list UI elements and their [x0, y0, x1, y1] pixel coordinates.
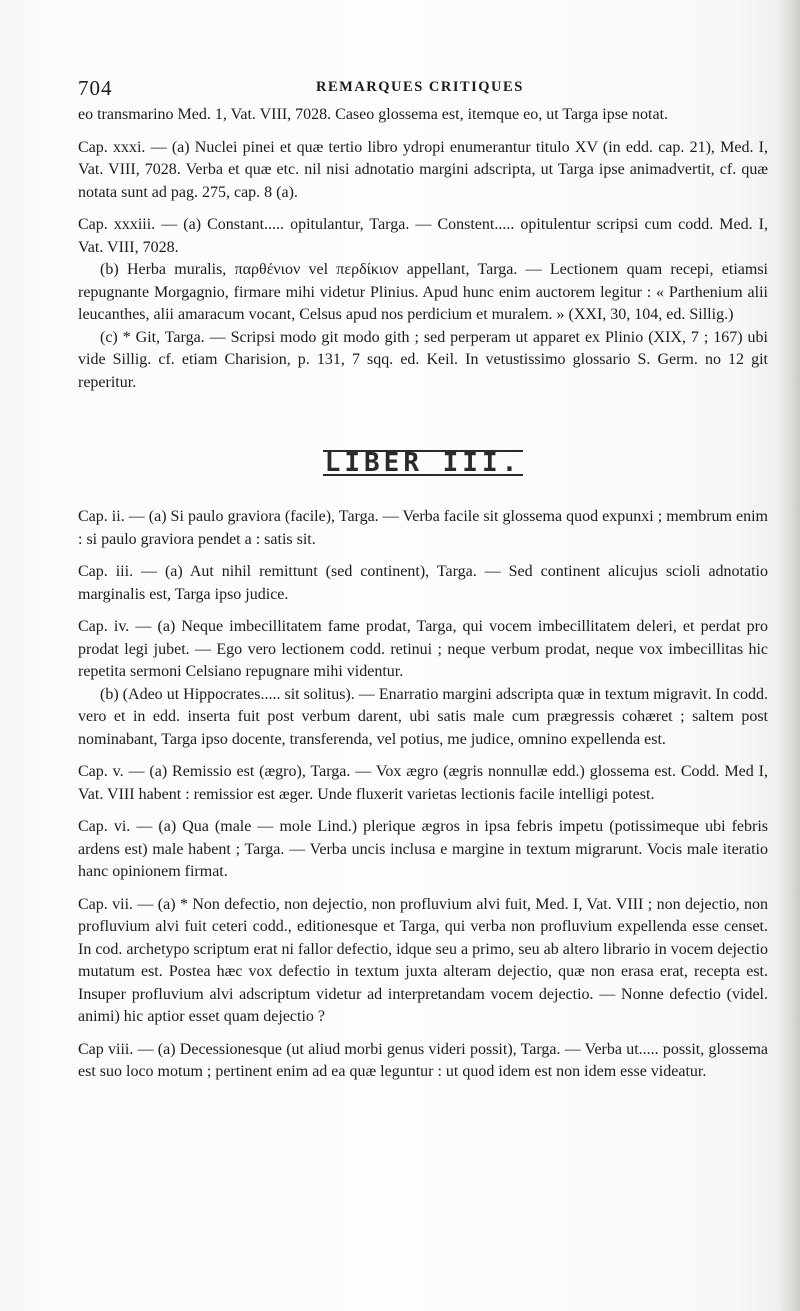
page-gutter-shadow [778, 0, 800, 1311]
note-cap-33-a: Cap. xxxiii. — (a) Constant..... opitulantur, Targa. — Constent..... opitulentur scripsi cum codd. Med. I, Vat. VIII, 7028. [78, 216, 768, 256]
note-cap-8-a: Cap viii. — (a) Decessionesque (ut aliud morbi genus videri possit), Targa. — Verba ut..... possit, glossema est suo loco motum ; pertinent enim ad ea quæ leguntur : ut quod idem est non idem esse videatur. [78, 1040, 768, 1080]
note-cap-5-a: Cap. v. — (a) Remissio est (ægro), Targa. — Vox ægro (ægris nonnullæ edd.) glossema est. Codd. Med I, Vat. VIII habent : remissior est æger. Unde fluxerit varietas lectionis facile intelligi potest. [78, 763, 768, 803]
note-cap-33-c: (c) * Git, Targa. — Scripsi modo git modo gith ; sed perperam ut apparet ex Plinio (XIX, 7 ; 167) ubi vide Sillig. cf. etiam Charision, p. 131, 7 sqq. ed. Keil. In vetustissimo glossario S. Germ. no 12 git reperitur. [78, 328, 768, 391]
note-cap-6-a: Cap. vi. — (a) Qua (male — mole Lind.) plerique ægros in ipsa febris impetu (potissimeque ubi febris ardens est) male habent ; Targa. — Verba uncis inclusa e margine in textum migrarunt. Vocis male iteratio hanc opinionem firmat. [78, 818, 768, 880]
note-cap-4-b: (b) (Adeo ut Hippocrates..... sit solitus). — Enarratio margini adscripta quæ in textum migravit. In codd. vero et in edd. inserta fuit post verbum darent, ubi satis male cum prægressis cohæret ; saltem post nominabant, Targa ipso docente, transferenda, vel potius, me judice, omnino expellenda est. [78, 685, 768, 748]
note-cap-7-a: Cap. vii. — (a) * Non defectio, non dejectio, non profluvium alvi fuit, Med. I, Vat. VIII ; non dejectio, non profluvium alvi fuit ceteri codd., editionesque et Targa, qui verba non profluvium expellenda esse censet. In cod. archetypo scriptum erat ni fallor defectio, idque seu a primo, seu ab altero librario in vocem dejectio mutatum est. Postea hæc vox defectio in textum juxta alteram dejectio, quæ non erasa erat, recepta est. Insuper profluvium alvi adscriptum videtur ad interpretandam vocem dejectio. — Nonne defectio (videl. animi) hic aptior esset quam dejectio ? [78, 895, 768, 1025]
page-header [78, 76, 768, 100]
note-cap-3-a: Cap. iii. — (a) Aut nihil remittunt (sed continent), Targa. — Sed continent alicujus scioli adnotatio marginalis est, Targa ipso judice. [78, 563, 768, 603]
note-cap-31-a: Cap. xxxi. — (a) Nuclei pinei et quæ tertio libro ydropi enumerantur titulo XV (in edd. cap. 21), Med. I, Vat. VIII, 7028. Verba et quæ etc. nil nisi adnotatio margini adscripta, ut Targa ipse animadvertit, cf. quæ notata sunt ad pag. 275, cap. 8 (a). [78, 138, 768, 201]
note-cap-4-a: Cap. iv. — (a) Neque imbecillitatem fame prodat, Targa, qui vocem imbecillitatem deleri, et perdat pro prodat legi jubet. — Ego vero lectionem codd. retinui ; neque verbum prodat, neque vox imbecillitas hic repetita sermoni Celsiano repugnare mihi videntur. [78, 618, 768, 680]
paragraph-continuation: eo transmarino Med. 1, Vat. VIII, 7028. Caseo glossema est, itemque eo, ut Targa ipse notat. [78, 106, 669, 123]
book-heading-text: LIBER III. [324, 448, 522, 478]
note-cap-33-b: (b) Herba muralis, παρθένιον vel περδίκιον appellant, Targa. — Lectionem quam recepi, etiamsi repugnante Morgagnio, firmare mihi videtur Plinius. Apud hunc enim auctorem legitur : « Parthenium alii leucanthes, alii amaracum vocant, Celsus apud nos perdicium et muralem. » (XXI, 30, 104, ed. Sillig.) [78, 261, 768, 323]
running-head: REMARQUES CRITIQUES [316, 79, 524, 95]
note-cap-2-a: Cap. ii. — (a) Si paulo graviora (facile), Targa. — Verba facile sit glossema quod expunxi ; membrum enim : si paulo graviora pendet a : satis sit. [78, 508, 768, 548]
commentary-text [78, 104, 768, 1084]
book-heading [78, 450, 768, 476]
page-number: 704 [78, 76, 113, 100]
